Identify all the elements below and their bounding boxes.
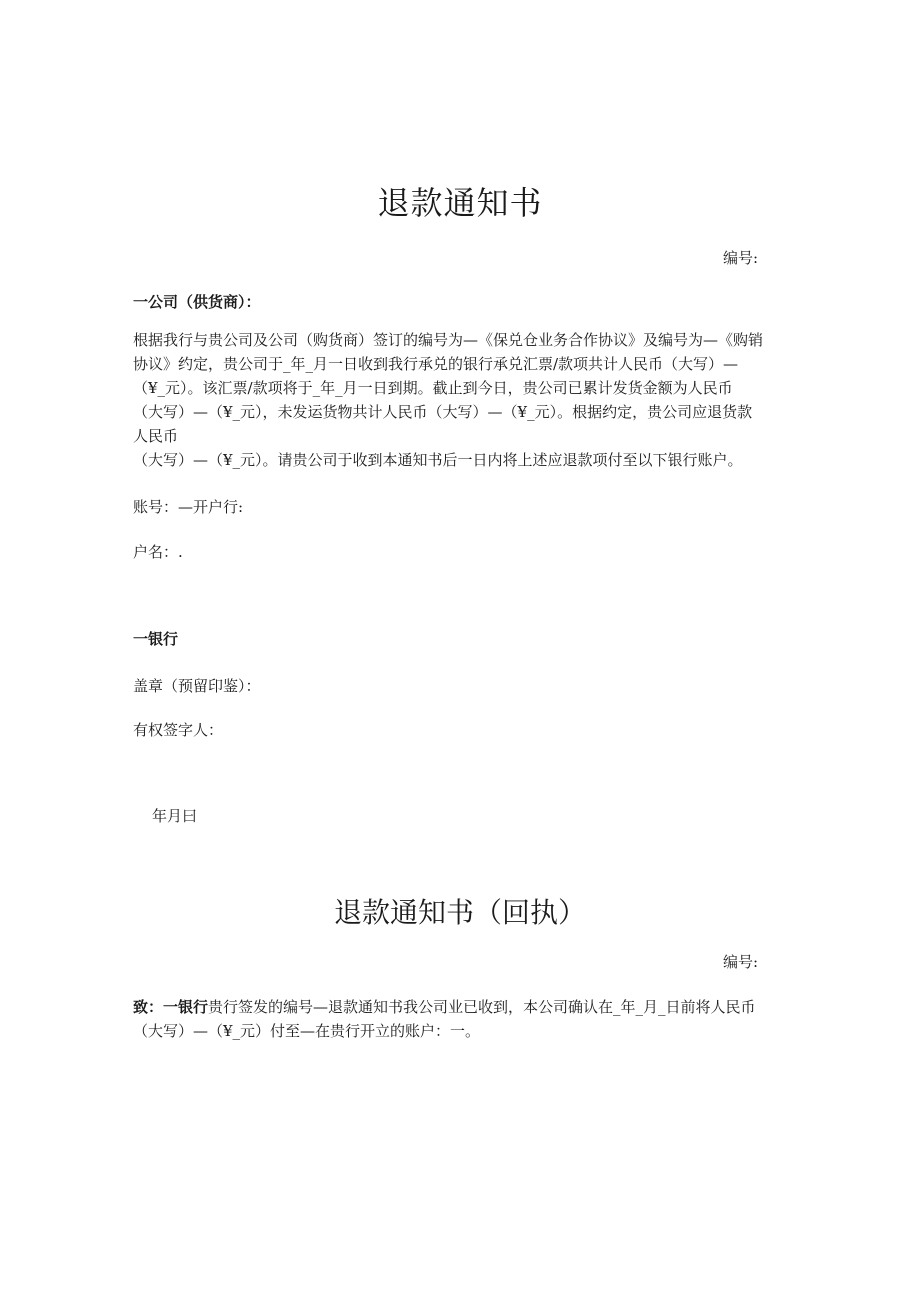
notice-addressee: 一公司（供货商）： [133,293,261,311]
receipt-body-text: 贵行签发的编号—退款通知书我公司业已收到，本公司确认在_年_月_日前将人民币 [208,998,756,1016]
receipt-body [133,995,785,1043]
notice-body-line: （大写）—（¥_元），未发运货物共计人民币（大写）—（¥_元）。根据约定，贵公司应退货款 [133,403,753,421]
seal-line: 盖章（预留印鉴）： [133,677,261,695]
notice-body-line: 人民币 [133,427,179,445]
notice-body-line: 根据我行与贵公司及公司（购货商）签订的编号为—《保兑仓业务合作协议》及编号为—《购销 [133,331,764,349]
receipt-to-bank: 致：一银行 [133,998,209,1016]
notice-body-line: （大写）—（¥_元）。请贵公司于收到本通知书后一日内将上述应退款项付至以下银行账户。 [133,451,743,469]
notice-number-label: 编号: [722,249,758,267]
receipt-number-label: 编号: [722,953,758,971]
date-line: 年月曰 [152,807,198,825]
signatory-line: 有权签字人： [133,721,224,739]
notice-body [133,328,785,472]
notice-body-line: 协议》约定，贵公司于_年_月一日收到我行承兑的银行承兑汇票/款项共计人民币（大写）— [133,355,739,373]
notice-body-line: （¥_元）。该汇票/款项将于_年_月一日到期。截止到今日，贵公司已累计发货金额为人民币 [133,379,733,397]
notice-title: 退款通知书 [377,184,543,222]
account-line: 账号：—开户行: [133,498,244,516]
receipt-title: 退款通知书（回执） [333,896,586,929]
account-name-line: 户名：. [133,543,183,561]
receipt-body-line: （大写）—（¥_元）付至—在贵行开立的账户：一。 [133,1022,481,1040]
bank-name: 一银行 [133,630,179,648]
